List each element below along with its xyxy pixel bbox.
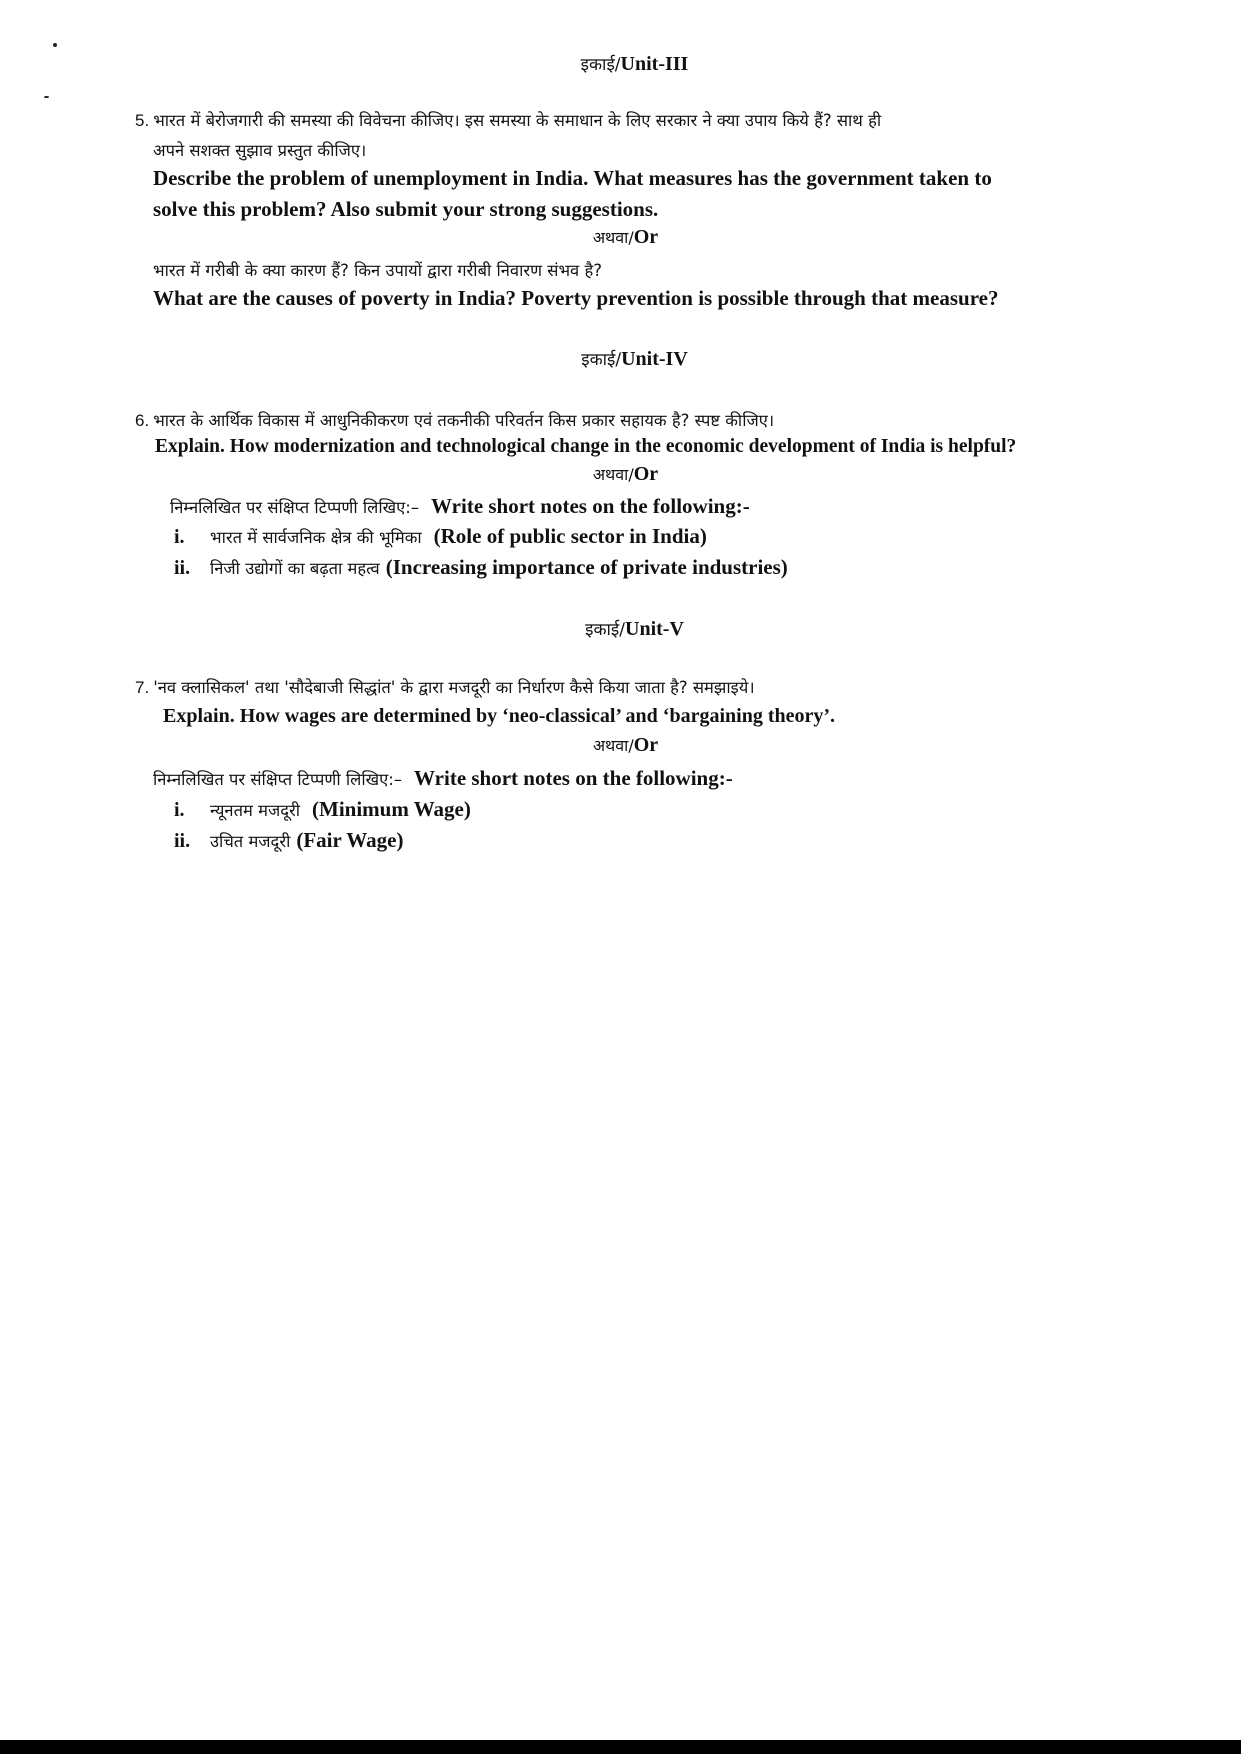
list-item-roman: i. bbox=[174, 799, 185, 821]
list-item-hi: भारत में सार्वजनिक क्षेत्र की भूमिका bbox=[210, 528, 422, 547]
list-item-en: (Fair Wage) bbox=[296, 828, 404, 852]
unit-4-notes-intro bbox=[170, 494, 750, 519]
question-5-en-line2: solve this problem? Also submit your strong suggestions. bbox=[153, 197, 659, 221]
question-7-hi-text: 'नव क्लासिकल' तथा 'सौदेबाजी सिद्धांत' के द्वारा मजदूरी का निर्धारण कैसे किया जाता है? समझाइये। bbox=[153, 678, 755, 697]
or-hi: अथवा/ bbox=[592, 465, 634, 484]
question-5-en-line1: Describe the problem of unemployment in India. What measures has the government taken to bbox=[153, 166, 992, 190]
question-6-number: 6. bbox=[135, 411, 150, 430]
list-item bbox=[174, 828, 403, 853]
list-item bbox=[174, 797, 471, 822]
question-5-alt-en: What are the causes of poverty in India? Poverty prevention is possible through that measure? bbox=[153, 286, 999, 310]
question-5-number: 5. bbox=[135, 111, 150, 130]
unit-5-or-divider bbox=[0, 734, 1241, 757]
list-item-roman: ii. bbox=[174, 830, 191, 852]
list-item-en: (Role of public sector in India) bbox=[433, 524, 707, 548]
notes-intro-en: Write short notes on the following:- bbox=[431, 494, 750, 518]
scan-speck bbox=[53, 43, 57, 47]
list-item-en: (Increasing importance of private industries) bbox=[385, 555, 788, 579]
unit-3-heading bbox=[0, 52, 1241, 76]
or-hi: अथवा/ bbox=[592, 228, 634, 247]
unit-3-heading-hi: इकाई/ bbox=[580, 55, 621, 75]
list-item-hi: न्यूनतम मजदूरी bbox=[210, 801, 301, 820]
question-6-hi-text: भारत के आर्थिक विकास में आधुनिकीकरण एवं तकनीकी परिवर्तन किस प्रकार सहायक है? स्पष्ट कीजिए। bbox=[153, 411, 775, 430]
notes-intro-en: Write short notes on the following:- bbox=[414, 766, 733, 790]
question-6-en: Explain. How modernization and technological change in the economic development of India is helpful? bbox=[155, 436, 1017, 457]
or-hi: अथवा/ bbox=[592, 736, 634, 755]
question-7-hi-line bbox=[135, 675, 755, 698]
or-en: Or bbox=[633, 463, 659, 485]
unit-5-heading bbox=[0, 617, 1241, 641]
notes-intro-hi: निम्नलिखित पर संक्षिप्त टिप्पणी लिखिए:– bbox=[153, 770, 403, 789]
question-5-hi-line2: अपने सशक्त सुझाव प्रस्तुत कीजिए। bbox=[153, 141, 367, 160]
or-en: Or bbox=[633, 734, 659, 756]
unit-5-heading-en: Unit-V bbox=[625, 618, 684, 640]
question-6-hi-line bbox=[135, 408, 774, 431]
unit-3-or-divider bbox=[0, 226, 1241, 249]
scan-speck bbox=[44, 96, 49, 98]
unit-4-heading bbox=[0, 347, 1241, 371]
list-item-roman: ii. bbox=[174, 557, 191, 579]
question-7-number: 7. bbox=[135, 678, 150, 697]
unit-5-notes-intro bbox=[153, 766, 733, 791]
notes-intro-hi: निम्नलिखित पर संक्षिप्त टिप्पणी लिखिए:– bbox=[170, 498, 420, 517]
unit-4-or-divider bbox=[0, 463, 1241, 486]
list-item bbox=[174, 555, 788, 580]
unit-3-heading-en: Unit-III bbox=[620, 53, 689, 75]
question-5-hi-line1 bbox=[135, 108, 881, 131]
question-7-en: Explain. How wages are determined by ‘neo-classical’ and ‘bargaining theory’. bbox=[163, 705, 836, 727]
or-en: Or bbox=[633, 226, 659, 248]
list-item-hi: निजी उद्योगों का बढ़ता महत्व bbox=[210, 559, 380, 578]
list-item-hi: उचित मजदूरी bbox=[210, 832, 291, 851]
unit-5-heading-hi: इकाई/ bbox=[585, 620, 625, 640]
unit-4-heading-hi: इकाई/ bbox=[581, 350, 622, 370]
unit-4-heading-en: Unit-IV bbox=[621, 348, 688, 370]
scan-bottom-border bbox=[0, 1740, 1241, 1754]
question-5-hi-text1: भारत में बेरोजगारी की समस्या की विवेचना कीजिए। इस समस्या के समाधान के लिए सरकार ने क्या उपाय किये हैं? साथ ही bbox=[153, 111, 882, 130]
list-item-en: (Minimum Wage) bbox=[312, 797, 471, 821]
question-5-alt-hi: भारत में गरीबी के क्या कारण हैं? किन उपायों द्वारा गरीबी निवारण संभव है? bbox=[153, 261, 602, 280]
list-item bbox=[174, 524, 707, 549]
list-item-roman: i. bbox=[174, 526, 185, 548]
